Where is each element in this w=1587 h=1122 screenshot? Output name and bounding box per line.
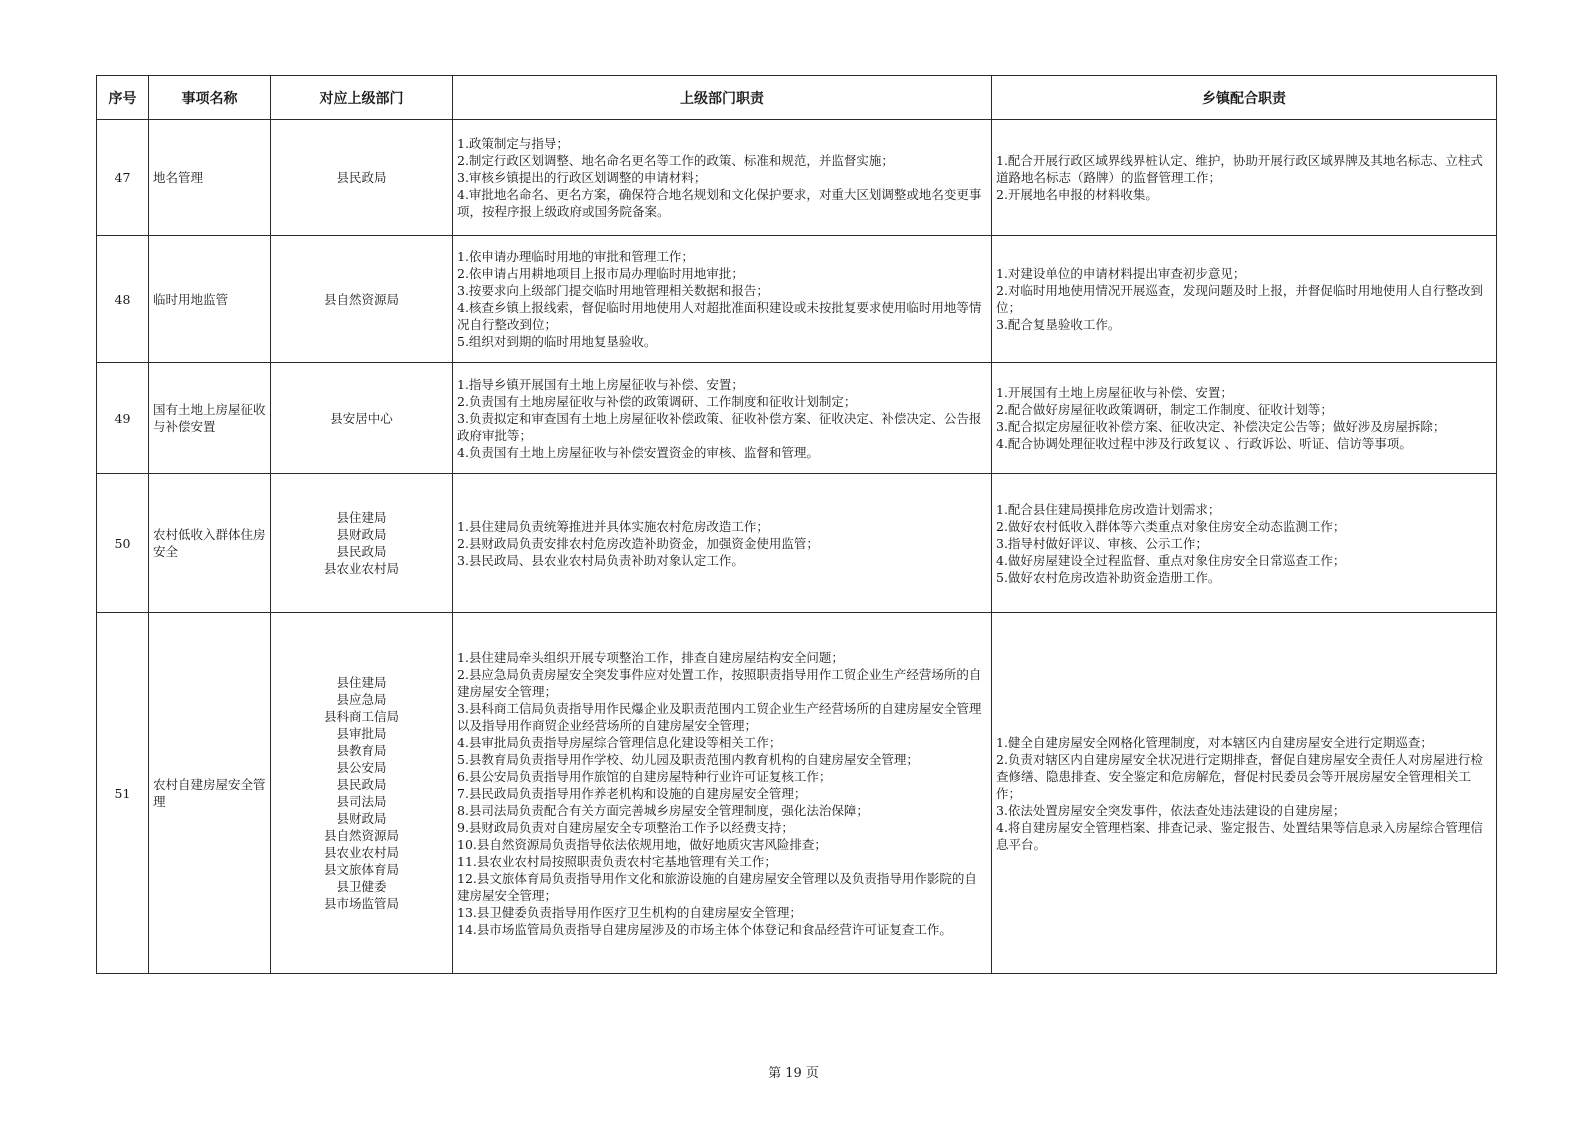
- duty-item: 7.县民政局负责指导用作养老机构和设施的自建房屋安全管理；: [457, 785, 807, 801]
- row-upper-duties: [453, 120, 992, 236]
- department-name: 县公安局: [336, 760, 387, 775]
- duty-item: 3.指导村做好评议、审核、公示工作；: [996, 535, 1208, 551]
- row-item-name: 临时用地监管: [149, 236, 271, 363]
- department-name: 县农业农村局: [323, 561, 399, 576]
- duty-item: 8.县司法局负责配合有关方面完善城乡房屋安全管理制度，强化法治保障；: [457, 802, 869, 818]
- department-name: 县卫健委: [336, 879, 387, 894]
- row-upper-departments: [271, 120, 453, 236]
- duty-item: 2.开展地名申报的材料收集。: [996, 187, 1158, 202]
- row-town-duties: [992, 120, 1497, 236]
- row-upper-duties: [453, 363, 992, 474]
- row-upper-duties: [453, 236, 992, 363]
- row-item-name: 农村自建房屋安全管理: [149, 613, 271, 974]
- table-body: [97, 120, 1497, 974]
- duty-item: 1.政策制定与指导；: [457, 136, 569, 151]
- duty-item: 1.县住建局负责统筹推进并具体实施农村危房改造工作；: [457, 518, 769, 534]
- duty-item: 5.做好农村危房改造补助资金造册工作。: [996, 569, 1221, 585]
- duty-item: 11.县农业农村局按照职责负责农村宅基地管理有关工作；: [457, 853, 777, 869]
- duty-item: 1.对建设单位的申请材料提出审查初步意见；: [996, 266, 1246, 281]
- duty-item: 3.配合复垦验收工作。: [996, 317, 1121, 332]
- department-name: 县住建局: [336, 510, 387, 525]
- row-item-name: 地名管理: [149, 120, 271, 236]
- duty-item: 2.对临时用地使用情况开展巡查，发现问题及时上报，并督促临时用地使用人自行整改到位；: [996, 283, 1483, 315]
- page-number: 第 19 页: [768, 1066, 819, 1081]
- department-name: 县文旅体育局: [323, 862, 399, 877]
- row-upper-departments: [271, 613, 453, 974]
- duty-item: 1.健全自建房屋安全网格化管理制度，对本辖区内自建房屋安全进行定期巡查；: [996, 734, 1433, 750]
- duty-item: 3.按要求向上级部门提交临时用地管理相关数据和报告；: [457, 283, 769, 298]
- table-row: [97, 474, 1497, 613]
- duty-item: 10.县自然资源局负责指导依法依规用地，做好地质灾害风险排查；: [457, 836, 827, 852]
- department-name: 县民政局: [336, 544, 387, 559]
- department-name: 县审批局: [336, 726, 387, 741]
- duty-item: 3.县民政局、县农业农村局负责补助对象认定工作。: [457, 552, 744, 568]
- duty-item: 3.县科商工信局负责指导用作民爆企业及职责范围内工贸企业生产经营场所的自建房屋安全管理以及指导用作商贸企业经营场所的自建房屋安全管理；: [457, 700, 982, 733]
- duty-item: 2.负责国有土地房屋征收与补偿的政策调研、工作制度和征收计划制定；: [457, 393, 857, 409]
- header-item-name: 事项名称: [149, 76, 271, 120]
- duty-item: 1.指导乡镇开展国有土地上房屋征收与补偿、安置；: [457, 376, 744, 392]
- duty-item: 5.县教育局负责指导用作学校、幼儿园及职责范围内教育机构的自建房屋安全管理；: [457, 751, 919, 767]
- department-name: 县自然资源局: [323, 828, 399, 843]
- duty-item: 3.配合拟定房屋征收补偿方案、征收决定、补偿决定公告等；做好涉及房屋拆除；: [996, 419, 1446, 434]
- duty-item: 3.审核乡镇提出的行政区划调整的申请材料；: [457, 170, 707, 185]
- row-number: 51: [97, 613, 149, 974]
- duty-item: 2.做好农村低收入群体等六类重点对象住房安全动态监测工作；: [996, 518, 1346, 534]
- header-row: [97, 76, 1497, 120]
- row-item-name: 农村低收入群体住房安全: [149, 474, 271, 613]
- department-name: 县安居中心: [330, 410, 393, 426]
- department-name: 县市场监管局: [323, 896, 399, 911]
- table-row: [97, 236, 1497, 363]
- duty-item: 4.将自建房屋安全管理档案、排查记录、鉴定报告、处置结果等信息录入房屋综合管理信息平台。: [996, 819, 1483, 852]
- table-row: [97, 120, 1497, 236]
- duty-item: 2.制定行政区划调整、地名命名更名等工作的政策、标准和规范，并监督实施；: [457, 153, 894, 168]
- department-name: 县科商工信局: [323, 709, 399, 724]
- duty-item: 1.县住建局牵头组织开展专项整治工作，排查自建房屋结构安全问题；: [457, 649, 844, 665]
- department-name: 县应急局: [336, 692, 387, 707]
- duty-item: 5.组织对到期的临时用地复垦验收。: [457, 334, 657, 349]
- row-number: 49: [97, 363, 149, 474]
- duty-item: 2.负责对辖区内自建房屋安全状况进行定期排查，督促自建房屋安全责任人对房屋进行检查修缮、隐患排查、安全鉴定和危房解危，督促村民委员会等开展房屋安全管理相关工作；: [996, 751, 1483, 801]
- duty-item: 1.开展国有土地上房屋征收与补偿、安置；: [996, 385, 1233, 400]
- duty-item: 1.依申请办理临时用地的审批和管理工作；: [457, 249, 694, 264]
- header-number: 序号: [97, 76, 149, 120]
- duty-item: 1.配合县住建局摸排危房改造计划需求；: [996, 501, 1221, 517]
- row-number: 47: [97, 120, 149, 236]
- row-town-duties: [992, 613, 1497, 974]
- header-town-duties: 乡镇配合职责: [992, 76, 1497, 120]
- duty-item: 9.县财政局负责对自建房屋安全专项整治工作予以经费支持；: [457, 819, 794, 835]
- table-row: [97, 613, 1497, 974]
- row-town-duties: [992, 236, 1497, 363]
- duty-item: 13.县卫健委负责指导用作医疗卫生机构的自建房屋安全管理；: [457, 904, 802, 920]
- department-name: 县教育局: [336, 743, 387, 758]
- department-name: 县民政局: [336, 777, 387, 792]
- row-town-duties: [992, 363, 1497, 474]
- row-upper-departments: [271, 474, 453, 613]
- row-upper-departments: [271, 363, 453, 474]
- department-name: 县民政局: [336, 170, 387, 185]
- header-upper-duties: 上级部门职责: [453, 76, 992, 120]
- row-upper-duties: [453, 613, 992, 974]
- duty-item: 2.配合做好房屋征收政策调研，制定工作制度、征收计划等；: [996, 402, 1333, 417]
- duty-item: 4.县审批局负责指导房屋综合管理信息化建设等相关工作；: [457, 734, 782, 750]
- department-name: 县农业农村局: [323, 845, 399, 860]
- department-name: 县司法局: [336, 794, 387, 809]
- row-item-name: 国有土地上房屋征收与补偿安置: [149, 363, 271, 474]
- duty-item: 2.县财政局负责安排农村危房改造补助资金，加强资金使用监管；: [457, 535, 819, 551]
- duty-item: 2.依申请占用耕地项目上报市局办理临时用地审批；: [457, 266, 744, 281]
- duty-item: 3.依法处置房屋安全突发事件，依法查处违法建设的自建房屋；: [996, 802, 1346, 818]
- duty-table: [96, 75, 1497, 974]
- duty-item: 14.县市场监管局负责指导自建房屋涉及的市场主体个体登记和食品经营许可证复查工作。: [457, 921, 952, 937]
- header-upper-department: 对应上级部门: [271, 76, 453, 120]
- department-name: 县自然资源局: [323, 291, 399, 307]
- duty-item: 12.县文旅体育局负责指导用作文化和旅游设施的自建房屋安全管理以及负责指导用作影院的自建房屋安全管理；: [457, 870, 977, 903]
- department-name: 县财政局: [336, 811, 387, 826]
- row-number: 48: [97, 236, 149, 363]
- duty-item: 2.县应急局负责房屋安全突发事件应对处置工作，按照职责指导用作工贸企业生产经营场所的自建房屋安全管理；: [457, 666, 982, 699]
- duty-item: 4.负责国有土地上房屋征收与补偿安置资金的审核、监督和管理。: [457, 444, 819, 460]
- duty-item: 3.负责拟定和审查国有土地上房屋征收补偿政策、征收补偿方案、征收决定、补偿决定、公告报政府审批等；: [457, 410, 982, 443]
- department-name: 县住建局: [336, 675, 387, 690]
- duty-item: 4.配合协调处理征收过程中涉及行政复议 、行政诉讼、听证、信访等事项。: [996, 436, 1412, 451]
- table-row: [97, 363, 1497, 474]
- duty-item: 4.做好房屋建设全过程监督、重点对象住房安全日常巡查工作；: [996, 552, 1346, 568]
- department-name: 县财政局: [336, 527, 387, 542]
- row-upper-duties: [453, 474, 992, 613]
- duty-item: 6.县公安局负责指导用作旅馆的自建房屋特种行业许可证复核工作；: [457, 768, 832, 784]
- row-upper-departments: [271, 236, 453, 363]
- duty-item: 1.配合开展行政区域界线界桩认定、维护，协助开展行政区域界牌及其地名标志、立柱式道路地名标志（路牌）的监督管理工作；: [996, 153, 1483, 185]
- duty-item: 4.核查乡镇上报线索，督促临时用地使用人对超批准面积建设或未按批复要求使用临时用地等情况自行整改到位；: [457, 300, 982, 332]
- duty-item: 4.审批地名命名、更名方案，确保符合地名规划和文化保护要求，对重大区划调整或地名变更事项，按程序报上级政府或国务院备案。: [457, 187, 982, 219]
- row-town-duties: [992, 474, 1497, 613]
- row-number: 50: [97, 474, 149, 613]
